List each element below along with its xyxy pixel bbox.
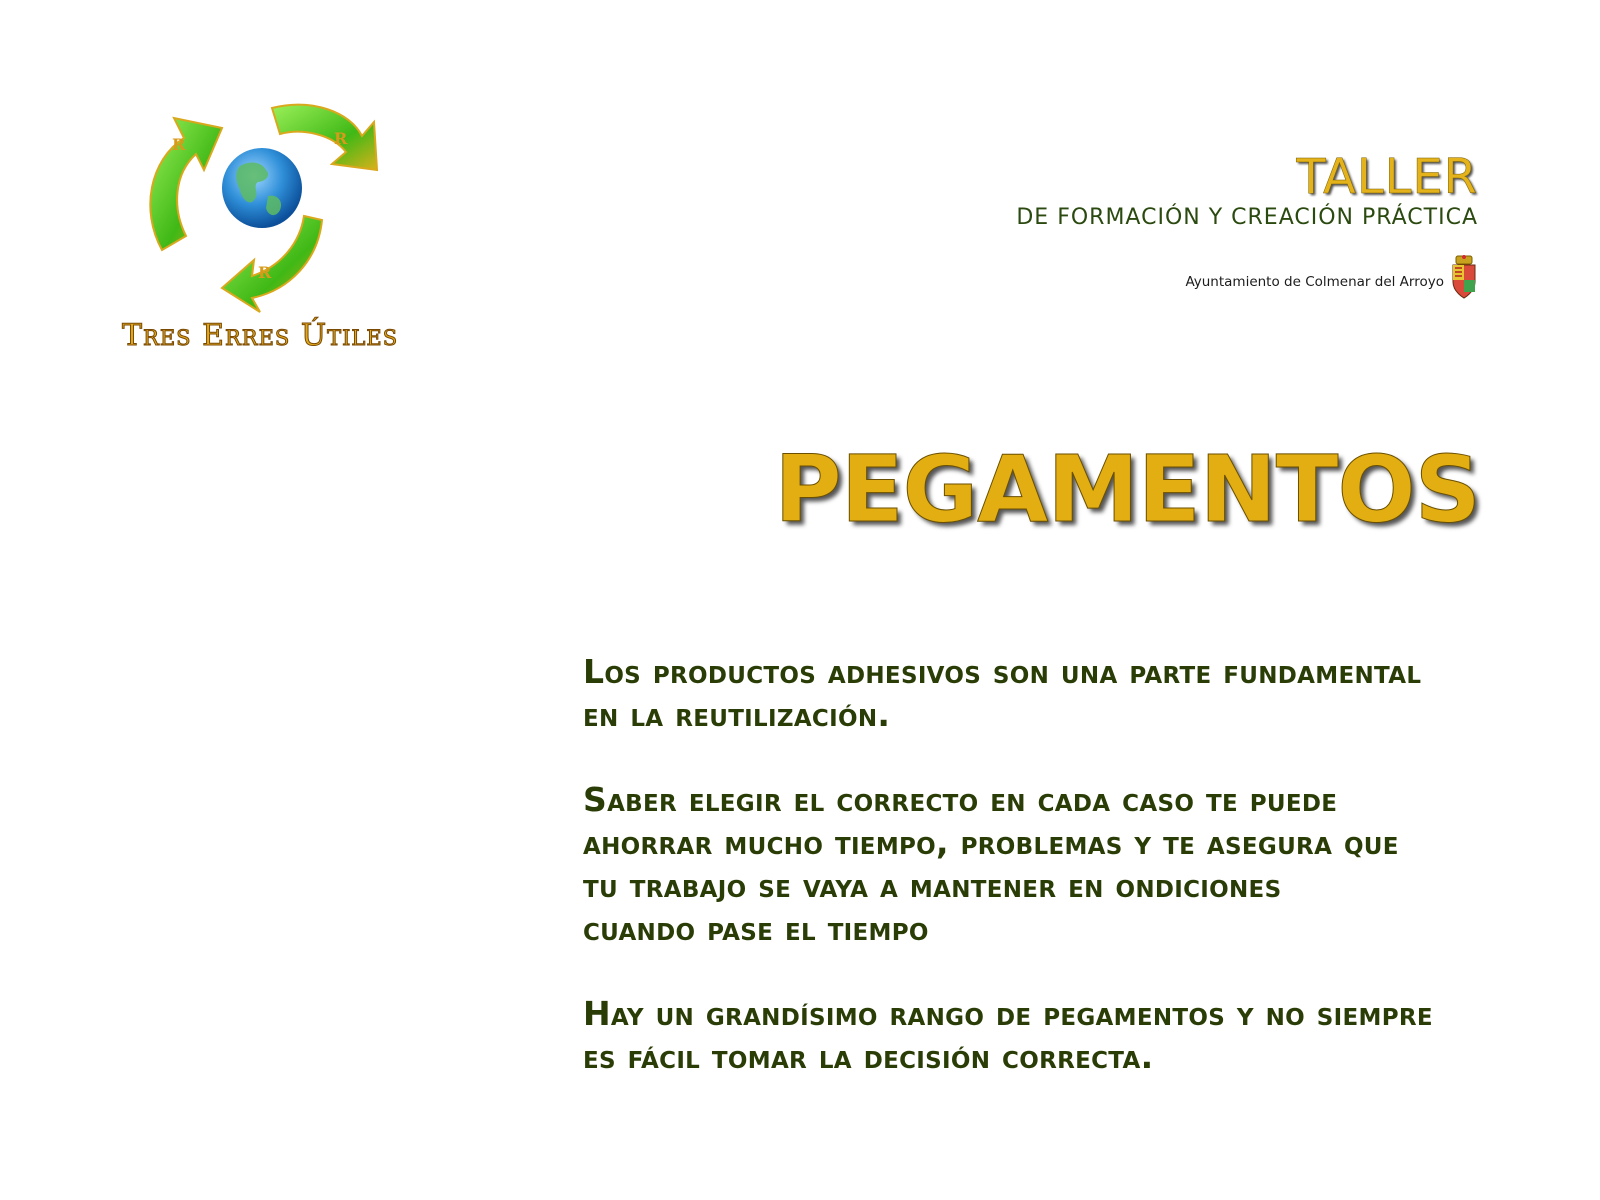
tres-erres-logo [122,90,399,370]
arrow-letter: R [258,263,272,282]
paragraph-line: tu trabajo se vaya a mantener en ondiciones [583,866,1282,905]
organization-credit [1185,254,1478,300]
paragraph [583,650,1483,736]
globe-icon [222,148,302,228]
paragraph-line: en la reutilización. [583,695,891,734]
body-text [583,650,1483,1120]
arrow-letter: R [334,129,348,148]
paragraph [583,992,1483,1078]
logo-caption: Tres Erres Útiles [122,318,399,353]
page-title: PEGAMENTOS [774,436,1480,543]
paragraph-line: Saber elegir el correcto en cada caso te puede [583,780,1338,819]
arrow-letter: R [172,135,186,154]
recycle-arrow-left [150,118,222,250]
recycle-arrow-bottom [222,216,322,312]
paragraph-line: Los productos adhesivos son una parte fundamental [583,652,1422,691]
coat-of-arms-icon [1450,254,1478,300]
paragraph-line: Hay un grandísimo rango de pegamentos y no siempre [583,994,1433,1033]
workshop-title: TALLER [1296,149,1478,205]
paragraph [583,778,1483,950]
paragraph-line: ahorrar mucho tiempo, problemas y te asegura que [583,823,1399,862]
recycle-arrows-globe-icon [122,90,392,315]
workshop-subtitle: DE FORMACIÓN Y CREACIÓN PRÁCTICA [1016,205,1478,230]
paragraph-line: cuando pase el tiempo [583,909,929,948]
organization-name: Ayuntamiento de Colmenar del Arroyo [1185,274,1444,290]
workshop-header [878,149,1478,290]
paragraph-line: es fácil tomar la decisión correcta. [583,1037,1154,1076]
